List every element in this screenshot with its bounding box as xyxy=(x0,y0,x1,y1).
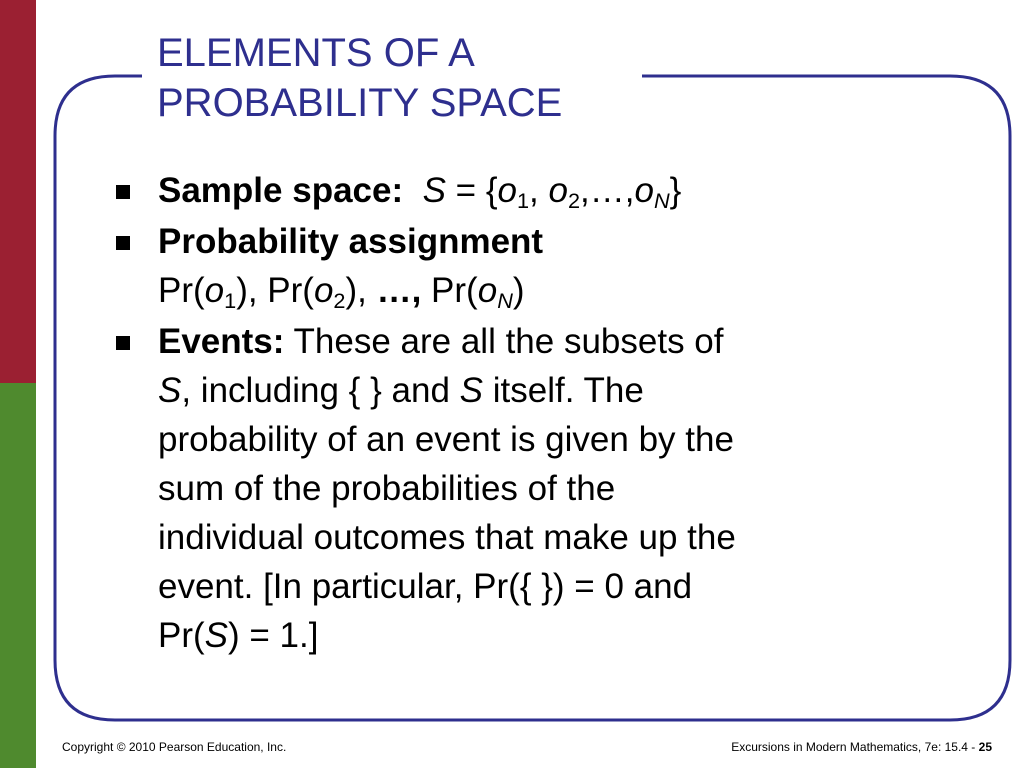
slide-title xyxy=(157,28,562,128)
events-label: Events: xyxy=(158,322,285,361)
probability-assignment-formula: $Pr(o_1)$, $Pr(o_2)$, …, $Pr(o_N)$ xyxy=(158,271,525,314)
slide-title-line-1: ELEMENTS OF A xyxy=(157,31,475,75)
footer-source: Excursions in Modern Mathematics, 7e: 15.4 - 25 xyxy=(731,740,992,754)
probability-assignment-label: Probability assignment xyxy=(158,222,544,261)
slide-title-line-2: PROBABILITY SPACE xyxy=(157,81,563,125)
bullet-sample-space: Sample space: $S = \{o_1$, $o_2,\dots,o_N$} xyxy=(116,166,936,215)
sample-space-label: Sample space: xyxy=(158,171,404,210)
bullet-probability-assignment xyxy=(116,217,936,315)
footer-copyright: Copyright © 2010 Pearson Education, Inc. xyxy=(62,740,287,754)
bullet-list xyxy=(116,166,936,662)
bullet-events: Events: These are all the subsets of S, including { } and S itself. The probability of an event is given by the sum of the probabilities of the individual outcomes that make up the event. [In particular, Pr({ }) = 0 and Pr(S) = 1.] xyxy=(116,317,936,660)
square-bullet-icon xyxy=(116,336,130,350)
square-bullet-icon xyxy=(116,185,130,199)
square-bullet-icon xyxy=(116,236,130,250)
page-number: 25 xyxy=(978,740,992,754)
